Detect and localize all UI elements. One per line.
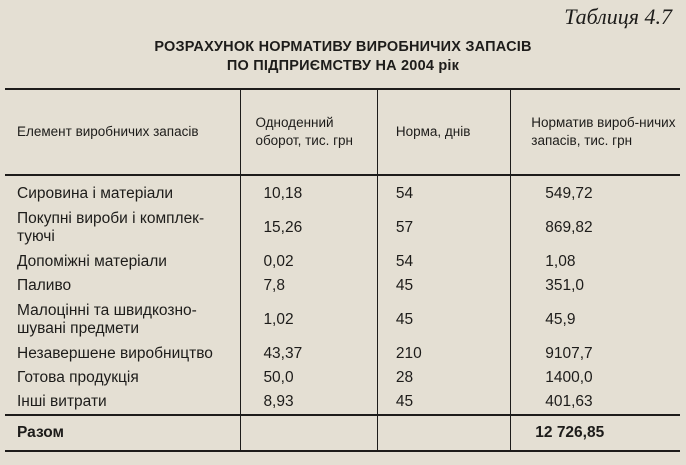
inventory-standard-table — [5, 88, 680, 452]
row-norm: 45 — [377, 274, 510, 298]
row-turnover: 43,37 — [241, 342, 377, 366]
row-turnover: 1,02 — [241, 298, 377, 342]
header-element: Елемент виробничих запасів — [5, 89, 241, 175]
table-row — [5, 175, 680, 206]
total-norm-empty — [377, 415, 510, 451]
row-standard: 869,82 — [511, 206, 680, 250]
row-standard: 45,9 — [511, 298, 680, 342]
header-norm-days: Норма, днів — [377, 89, 510, 175]
row-norm: 45 — [377, 390, 510, 415]
header-inventory-standard: Норматив вироб-ничих запасів, тис. грн — [511, 89, 680, 175]
row-norm: 57 — [377, 206, 510, 250]
table-row — [5, 206, 680, 250]
row-standard: 351,0 — [511, 274, 680, 298]
row-standard: 401,63 — [511, 390, 680, 415]
total-standard: 12 726,85 — [511, 415, 680, 451]
table-number: Таблиця 4.7 — [564, 4, 672, 29]
row-element-name: Інші витрати — [17, 393, 107, 411]
table-total-row — [5, 415, 680, 451]
table-title-line1: РОЗРАХУНОК НОРМАТИВУ ВИРОБНИЧИХ ЗАПАСІВ — [154, 39, 532, 55]
row-norm: 45 — [377, 298, 510, 342]
row-norm: 54 — [377, 175, 510, 206]
row-turnover: 50,0 — [241, 366, 377, 390]
row-norm: 54 — [377, 250, 510, 274]
table-header-row — [5, 89, 680, 175]
row-standard: 1400,0 — [511, 366, 680, 390]
table-title-line2: ПО ПІДПРИЄМСТВУ НА 2004 рік — [226, 58, 460, 74]
table-row — [5, 274, 680, 298]
row-turnover: 15,26 — [241, 206, 377, 250]
row-standard: 1,08 — [511, 250, 680, 274]
row-element-name: Паливо — [17, 277, 72, 295]
row-turnover: 10,18 — [241, 175, 377, 206]
row-element-name: Малоцінні та швидкозно-шувані предмети — [17, 302, 197, 337]
row-turnover: 0,02 — [241, 250, 377, 274]
table-row — [5, 366, 680, 390]
row-element-name: Допоміжні матеріали — [17, 253, 167, 271]
row-standard: 9107,7 — [511, 342, 680, 366]
total-turnover-empty — [241, 415, 377, 451]
row-element-name: Покупні вироби і комплек-туючі — [17, 210, 205, 245]
row-standard: 549,72 — [511, 175, 680, 206]
row-element-name: Готова продукція — [17, 369, 139, 387]
row-norm: 28 — [377, 366, 510, 390]
table-row — [5, 298, 680, 342]
row-element-name: Сировина і матеріали — [17, 185, 174, 203]
row-turnover: 8,93 — [241, 390, 377, 415]
table-row — [5, 390, 680, 415]
table-row — [5, 342, 680, 366]
header-daily-turnover: Одноденний оборот, тис. грн — [241, 89, 377, 175]
total-label: Разом — [5, 415, 241, 451]
row-norm: 210 — [377, 342, 510, 366]
row-element-name: Незавершене виробництво — [17, 345, 213, 363]
table-row — [5, 250, 680, 274]
row-turnover: 7,8 — [241, 274, 377, 298]
